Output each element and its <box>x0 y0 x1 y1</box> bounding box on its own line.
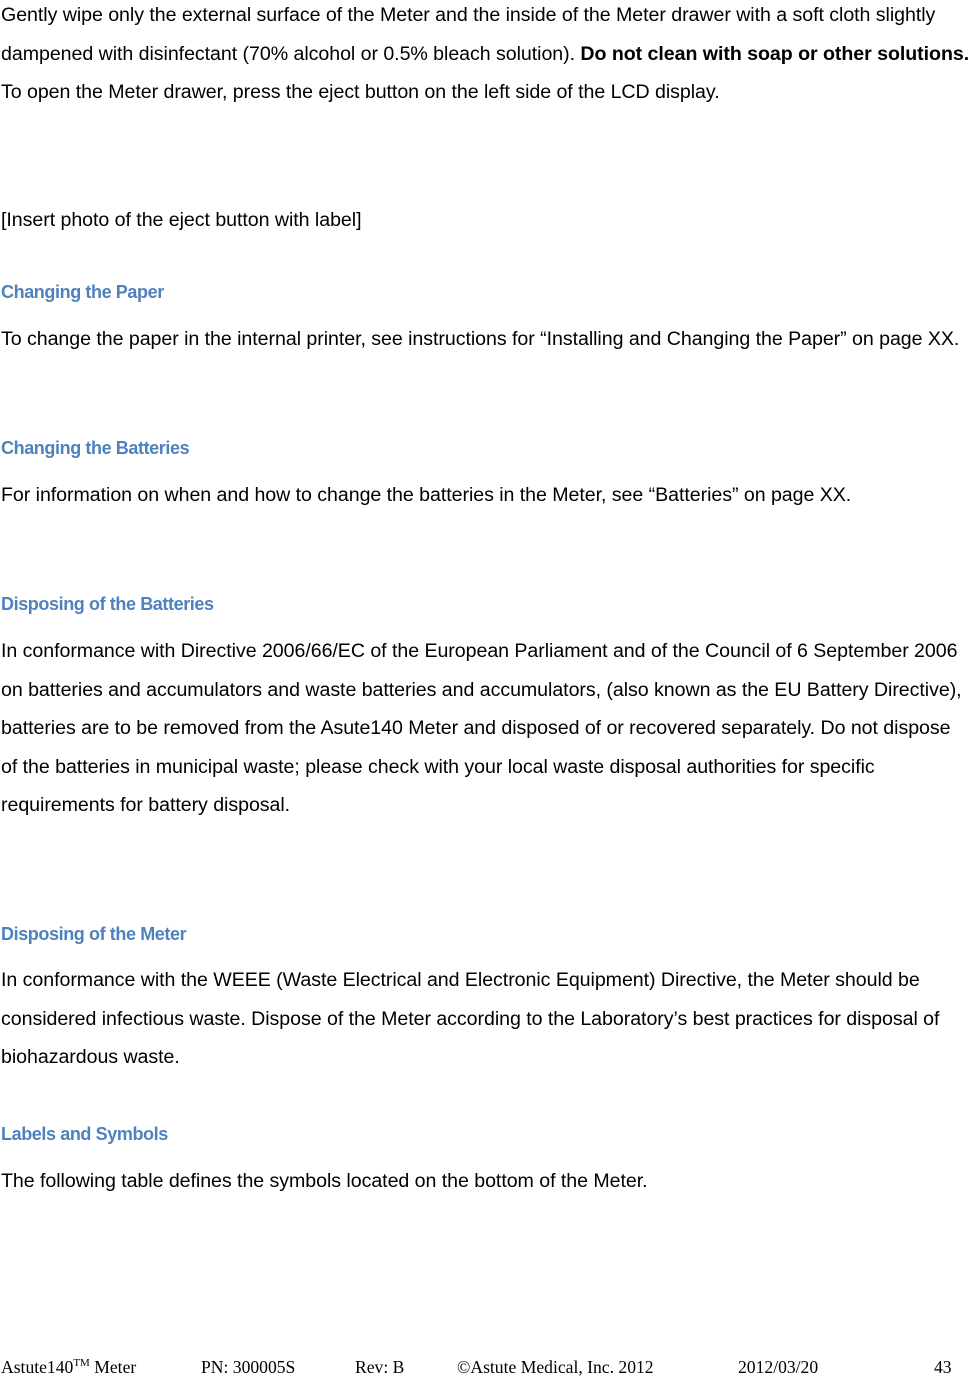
footer-page-number: 43 <box>934 1357 952 1377</box>
labels-symbols-paragraph: The following table defines the symbols located on the bottom of the Meter. <box>1 1170 648 1192</box>
intro-paragraph <box>1 0 971 112</box>
heading-labels-symbols: Labels and Symbols <box>1 1124 168 1144</box>
photo-placeholder-text: [Insert photo of the eject button with label] <box>1 209 362 231</box>
footer-product: Astute140™ Meter <box>1 1357 137 1377</box>
disposing-meter-paragraph: In conformance with the WEEE (Waste Electrical and Electronic Equipment) Directive, the Meter should be considered infectious waste. Dispose of the Meter according to the Laboratory’s best practices for disposal of biohazardous waste. <box>1 969 940 1069</box>
intro-text-start: Gently wipe only the external surface of the Meter and the inside of the Meter drawer with a soft cloth slightly dampened with disinfectant (70% alcohol or 0.5% bleach solution). <box>1 4 936 65</box>
footer-date: 2012/03/20 <box>738 1357 819 1377</box>
footer-part-number: PN: 300005S <box>201 1357 296 1377</box>
footer-revision: Rev: B <box>355 1357 405 1377</box>
heading-disposing-meter: Disposing of the Meter <box>1 924 187 944</box>
heading-disposing-batteries: Disposing of the Batteries <box>1 594 214 614</box>
footer-copyright: ©Astute Medical, Inc. 2012 <box>457 1357 654 1377</box>
intro-bold-warning: Do not clean with soap or other solutions. <box>580 42 970 65</box>
intro-text-end: To open the Meter drawer, press the eject button on the left side of the LCD display. <box>1 81 720 104</box>
page-footer <box>1 1352 969 1382</box>
trademark-mark: TM <box>73 1357 90 1369</box>
heading-changing-paper: Changing the Paper <box>1 282 164 302</box>
disposing-batteries-paragraph: In conformance with Directive 2006/66/EC of the European Parliament and of the Council of 6 September 2006 on batteries and accumulators and waste batteries and accumulators, (also known as the EU Battery Directive), batteries are to be removed from the Asute140 Meter and disposed of or recovered separately. Do not dispose of the batteries in municipal waste; please check with your local waste disposal authorities for specific requirements for battery disposal. <box>1 640 962 817</box>
changing-paper-paragraph: To change the paper in the internal printer, see instructions for “Installing and Changing the Paper” on page XX. <box>1 328 960 350</box>
heading-changing-batteries: Changing the Batteries <box>1 438 190 458</box>
changing-batteries-paragraph: For information on when and how to change the batteries in the Meter, see “Batteries” on page XX. <box>1 484 852 506</box>
